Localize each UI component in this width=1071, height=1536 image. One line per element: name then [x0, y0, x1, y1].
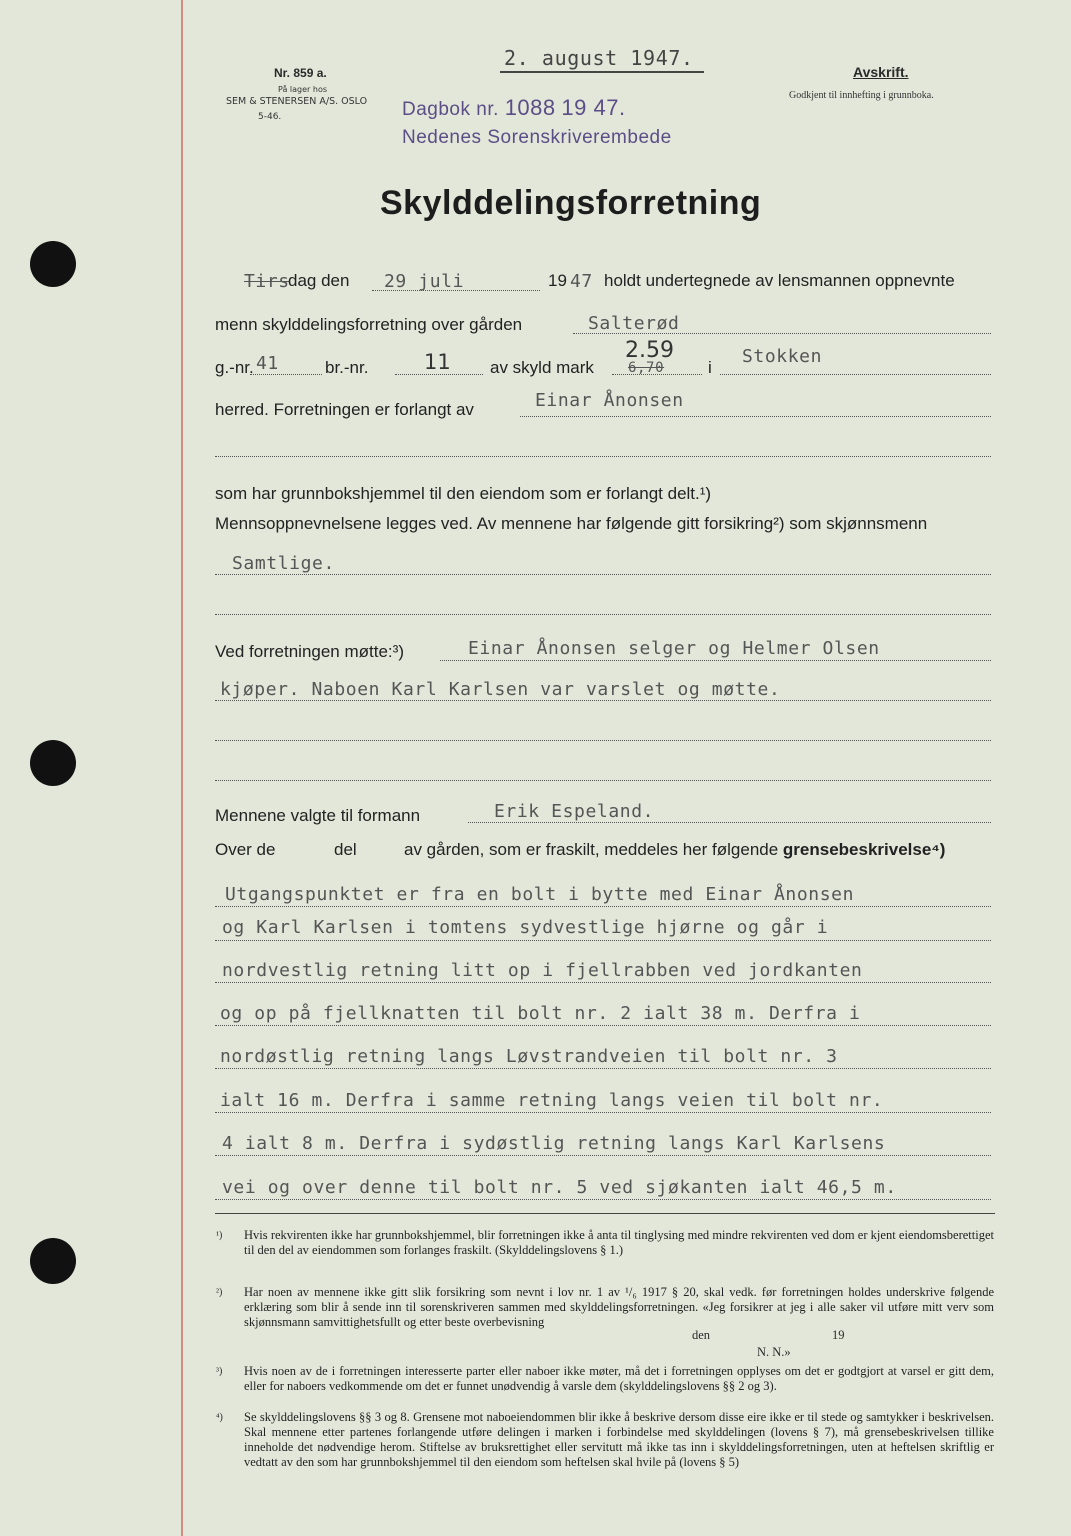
punch-hole-top [30, 241, 76, 287]
form-number: Nr. 859 a. [274, 66, 327, 80]
line4-label: herred. Forretningen er forlangt av [215, 400, 474, 419]
weekday-typed: Tirs [244, 271, 290, 292]
skyld-value: 2.59 [625, 338, 674, 363]
boundary-line-6: ialt 16 m. Derfra i samme retning langs veien til bolt nr. [220, 1090, 884, 1111]
footnote-rule [215, 1213, 995, 1214]
punch-hole-bottom [30, 1238, 76, 1284]
line1-daglabel: dag den [288, 271, 350, 290]
copy-note: Godkjent til innhefting i grunnboka. [789, 90, 934, 101]
chairman-name: Erik Espeland. [494, 801, 655, 822]
boundary-line-8: vei og over denne til bolt nr. 5 ved sjøkanten ialt 46,5 m. [222, 1177, 897, 1198]
footnote-2: Har noen av mennene ikke gitt slik forsikring som nevnt i lov nr. 1 av ¹/₆ 1917 § 20, skal vedk. før forretningen holdes underskrive følgende erklæring som blir å sende inn til sorenskriveren sammen med skylddelingsforretningen. «Jeg forsikrer at jeg i alle saker vil utføre mitt verv som skjønnsmann samvittighetsfullt og etter beste overbevisning [244, 1285, 994, 1329]
over-line-rest: av gården, som er fraskilt, meddeles her følgende grensebeskrivelse⁴) [404, 840, 946, 859]
line7-text: Mennsoppnevnelsene legges ved. Av mennene har følgende gitt forsikring²) som skjønnsmenn [215, 514, 928, 533]
footnote-2-year: 19 [832, 1328, 845, 1342]
boundary-line-3: nordvestlig retning litt op i fjellrabben ved jordkanten [222, 960, 863, 981]
diary-year: 19 47. [561, 95, 626, 120]
attended-line1: Einar Ånonsen selger og Helmer Olsen [468, 638, 880, 659]
date-typed: 29 juli [384, 271, 465, 292]
footnote-2-den: den [692, 1328, 711, 1342]
bnr-value: 11 [424, 350, 451, 374]
stock-line: På lager hos [278, 85, 327, 94]
chairman-label: Mennene valgte til formann [215, 806, 421, 825]
footnote-1: Hvis rekvirenten ikke har grunnbokshjemmel, blir forretningen ikke å anta til tinglysing med mindre rekvirenten ved dom er kjent eiendomsberettiget til den del av eiendommen som forlanges fraskilt. (Skylddelingslovens § 1.) [244, 1228, 994, 1257]
skyld-label: av skyld mark [490, 358, 594, 377]
footnote-2-signature: N. N.» [757, 1345, 791, 1359]
footnote-2-marker: ²) [216, 1287, 223, 1298]
diary-stamp [402, 95, 626, 121]
gnr-label: g.-nr. [215, 358, 254, 377]
attended-line2: kjøper. Naboen Karl Karlsen var varslet og møtte. [220, 679, 781, 700]
boundary-line-4: og op på fjellknatten til bolt nr. 2 ialt 38 m. Derfra i [220, 1003, 861, 1024]
copy-label: Avskrift. [853, 64, 909, 80]
boundary-line-7: 4 ialt 8 m. Derfra i sydøstlig retning langs Karl Karlsens [222, 1133, 886, 1154]
edition: 5-46. [258, 112, 282, 122]
footnote-1-marker: ¹) [216, 1230, 223, 1241]
gnr-value: 41 [256, 353, 279, 374]
boundary-heading: grensebeskrivelse⁴) [782, 840, 946, 859]
boundary-line-5: nordøstlig retning langs Løvstrandveien til bolt nr. 3 [220, 1046, 838, 1067]
line6-text: som har grunnbokshjemmel til den eiendom som er forlangt delt.¹) [215, 484, 712, 503]
publisher: SEM & STENERSEN A/S. OSLO [226, 96, 368, 107]
requester-name: Einar Ånonsen [535, 390, 684, 411]
boundary-line-2: og Karl Karlsen i tomtens sydvestlige hjørne og går i [222, 917, 829, 938]
date-underline [500, 71, 704, 73]
diary-number: 1088 [504, 95, 556, 120]
line2-label: menn skylddelingsforretning over gården [215, 315, 523, 334]
footnote-4: Se skylddelingslovens §§ 3 og 8. Grensene mot naboeiendommen blir ikke å beskrive dersom disse eire ikke er til stede og samtykker i beskrivelsen. Skal mennene etter partenes forlangende utføre delingen i marken i forbindelse med skylddelingen (lovens § 7), må grensebeskrivelsen tillike inneholde det nødvendige herom. Stiftelse av bruksrettighet eller servitutt må ikke tas inn i skylddelingsforretningen, uten at heftelsen skriftlig er vedtatt av den som har grunnbokshjemmel til den eiendom som heftelsen skal hvile på (lovens § 5) [244, 1410, 994, 1469]
year-typed: 47 [570, 271, 593, 292]
diary-label: Dagbok nr. [402, 99, 499, 120]
margin-line [181, 0, 183, 1536]
municipality: Stokken [742, 346, 823, 367]
over-de-label: Over de [215, 840, 276, 859]
year-prefix: 19 [548, 271, 567, 290]
footnote-3: Hvis noen av de i forretningen interesserte parter eller naboer ikke møter, må det i forretningen opplyses om det er godtgjort at varsel er gitt dem, eller for naboers vedkommende om det er funnet unødvendig å varsle dem (skylddelingslovens §§ 2 og 3). [244, 1364, 994, 1393]
skyld-old-value: 6,70 [628, 360, 665, 376]
office-stamp: Nedenes Sorenskriverembede [402, 127, 672, 148]
footnote-4-marker: ⁴) [216, 1412, 223, 1423]
page-title: Skylddelingsforretning [380, 184, 762, 222]
i-label: i [708, 358, 712, 377]
attended-label: Ved forretningen møtte:³) [215, 642, 404, 661]
del-label: del [334, 840, 357, 859]
boundary-line-1: Utgangspunktet er fra en bolt i bytte med Einar Ånonsen [225, 884, 855, 905]
document-date: 2. august 1947. [504, 46, 694, 70]
farm-name: Salterød [588, 313, 680, 334]
punch-hole-middle [30, 740, 76, 786]
footnote-3-marker: ³) [216, 1366, 223, 1377]
bnr-label: br.-nr. [325, 358, 369, 377]
insured-men: Samtlige. [232, 553, 335, 574]
line1-rest: holdt undertegnede av lensmannen oppnevnte [604, 271, 955, 290]
